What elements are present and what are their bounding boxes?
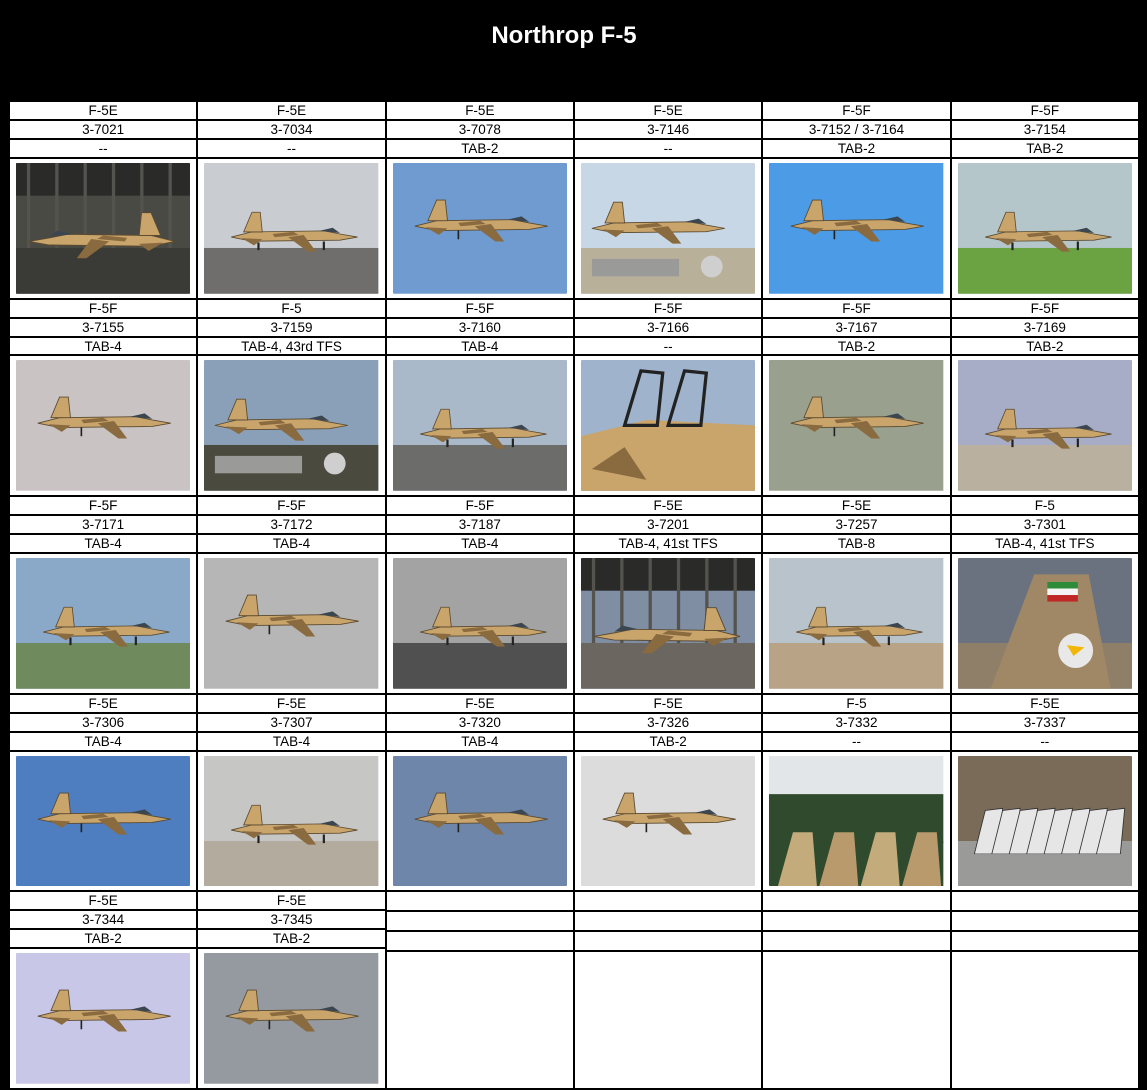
empty-photo-frame	[575, 952, 761, 1088]
aircraft-type: F-5E	[575, 102, 761, 119]
aircraft-unit: TAB-4	[10, 535, 196, 552]
aircraft-card	[575, 695, 761, 891]
empty-card	[952, 892, 1138, 1088]
photo-frame	[198, 356, 384, 495]
aircraft-serial: 3-7034	[198, 121, 384, 138]
photo-frame	[387, 356, 573, 495]
aircraft-card	[952, 102, 1138, 298]
aircraft-unit: TAB-4	[387, 535, 573, 552]
aircraft-type: F-5F	[763, 300, 949, 317]
aircraft-photo	[393, 558, 567, 689]
aircraft-unit: TAB-2	[763, 338, 949, 355]
photo-frame	[763, 356, 949, 495]
aircraft-photo	[204, 953, 378, 1084]
aircraft-serial: 3-7187	[387, 516, 573, 533]
aircraft-serial: 3-7152 / 3-7164	[763, 121, 949, 138]
aircraft-serial: 3-7345	[198, 911, 384, 928]
aircraft-card	[387, 497, 573, 693]
aircraft-serial: 3-7154	[952, 121, 1138, 138]
photo-frame	[763, 752, 949, 891]
aircraft-type: F-5E	[575, 497, 761, 514]
page-title: Northrop F-5	[491, 22, 637, 49]
photo-frame	[387, 752, 573, 891]
photo-frame	[952, 159, 1138, 298]
photo-frame	[575, 554, 761, 693]
aircraft-photo	[581, 558, 755, 689]
aircraft-card	[575, 102, 761, 298]
aircraft-serial: 3-7344	[10, 911, 196, 928]
aircraft-type: F-5E	[952, 695, 1138, 712]
aircraft-unit: --	[952, 733, 1138, 750]
aircraft-photo	[16, 558, 190, 689]
aircraft-photo	[393, 163, 567, 294]
aircraft-card	[10, 102, 196, 298]
aircraft-serial: 3-7301	[952, 516, 1138, 533]
empty-text-row	[763, 912, 949, 930]
photo-frame	[198, 159, 384, 298]
photo-frame	[763, 159, 949, 298]
aircraft-card	[575, 300, 761, 496]
aircraft-photo	[958, 360, 1132, 491]
aircraft-photo	[393, 360, 567, 491]
aircraft-card	[10, 695, 196, 891]
aircraft-type: F-5E	[198, 695, 384, 712]
aircraft-serial: 3-7167	[763, 319, 949, 336]
aircraft-serial: 3-7146	[575, 121, 761, 138]
aircraft-type: F-5F	[952, 300, 1138, 317]
aircraft-card	[763, 497, 949, 693]
aircraft-unit: TAB-4	[10, 338, 196, 355]
aircraft-type: F-5E	[575, 695, 761, 712]
aircraft-serial: 3-7155	[10, 319, 196, 336]
aircraft-card	[10, 300, 196, 496]
aircraft-card	[952, 695, 1138, 891]
photo-frame	[10, 356, 196, 495]
aircraft-card	[387, 695, 573, 891]
aircraft-unit: TAB-4	[10, 733, 196, 750]
aircraft-photo	[16, 756, 190, 887]
aircraft-unit: TAB-2	[575, 733, 761, 750]
aircraft-unit: TAB-8	[763, 535, 949, 552]
photo-frame	[952, 554, 1138, 693]
empty-text-row	[952, 892, 1138, 910]
aircraft-unit: TAB-4	[198, 733, 384, 750]
photo-frame	[952, 356, 1138, 495]
aircraft-unit: --	[575, 140, 761, 157]
aircraft-card	[10, 497, 196, 693]
aircraft-unit: --	[10, 140, 196, 157]
aircraft-card	[575, 497, 761, 693]
empty-text-row	[387, 912, 573, 930]
empty-card	[763, 892, 949, 1088]
aircraft-grid	[10, 102, 1138, 1088]
aircraft-card	[198, 695, 384, 891]
aircraft-type: F-5E	[387, 695, 573, 712]
photo-frame	[10, 159, 196, 298]
aircraft-type: F-5	[763, 695, 949, 712]
aircraft-card	[198, 300, 384, 496]
aircraft-type: F-5	[952, 497, 1138, 514]
aircraft-type: F-5E	[10, 102, 196, 119]
aircraft-type: F-5E	[198, 892, 384, 909]
aircraft-serial: 3-7326	[575, 714, 761, 731]
empty-text-row	[952, 912, 1138, 930]
aircraft-unit: TAB-2	[198, 930, 384, 947]
empty-text-row	[575, 912, 761, 930]
aircraft-serial: 3-7171	[10, 516, 196, 533]
aircraft-photo	[769, 163, 943, 294]
aircraft-type: F-5F	[10, 300, 196, 317]
photo-frame	[198, 752, 384, 891]
aircraft-unit: --	[198, 140, 384, 157]
aircraft-photo	[958, 756, 1132, 887]
aircraft-type: F-5E	[387, 102, 573, 119]
aircraft-photo	[204, 163, 378, 294]
aircraft-card	[387, 102, 573, 298]
aircraft-unit: TAB-4, 41st TFS	[575, 535, 761, 552]
aircraft-card	[952, 497, 1138, 693]
empty-photo-frame	[763, 952, 949, 1088]
aircraft-serial: 3-7257	[763, 516, 949, 533]
aircraft-unit: TAB-2	[952, 140, 1138, 157]
aircraft-unit: TAB-2	[10, 930, 196, 947]
empty-card	[575, 892, 761, 1088]
aircraft-card	[198, 497, 384, 693]
empty-text-row	[763, 892, 949, 910]
aircraft-serial: 3-7337	[952, 714, 1138, 731]
aircraft-unit: --	[763, 733, 949, 750]
aircraft-card	[10, 892, 196, 1088]
aircraft-unit: TAB-4	[198, 535, 384, 552]
aircraft-serial: 3-7166	[575, 319, 761, 336]
aircraft-photo	[581, 756, 755, 887]
aircraft-photo	[204, 558, 378, 689]
aircraft-card	[387, 300, 573, 496]
aircraft-photo	[769, 756, 943, 887]
photo-frame	[387, 159, 573, 298]
photo-frame	[952, 752, 1138, 891]
aircraft-card	[198, 892, 384, 1088]
photo-frame	[387, 554, 573, 693]
empty-card	[387, 892, 573, 1088]
aircraft-card	[763, 300, 949, 496]
photo-frame	[10, 752, 196, 891]
aircraft-type: F-5E	[198, 102, 384, 119]
photo-frame	[10, 554, 196, 693]
aircraft-photo	[769, 360, 943, 491]
photo-frame	[575, 752, 761, 891]
aircraft-photo	[16, 360, 190, 491]
aircraft-unit: --	[575, 338, 761, 355]
aircraft-unit: TAB-4	[387, 338, 573, 355]
aircraft-type: F-5F	[763, 102, 949, 119]
aircraft-serial: 3-7078	[387, 121, 573, 138]
aircraft-serial: 3-7201	[575, 516, 761, 533]
empty-photo-frame	[387, 952, 573, 1088]
empty-text-row	[575, 892, 761, 910]
photo-frame	[575, 159, 761, 298]
aircraft-photo	[581, 360, 755, 491]
aircraft-photo	[958, 163, 1132, 294]
empty-text-row	[387, 932, 573, 950]
aircraft-serial: 3-7021	[10, 121, 196, 138]
aircraft-card	[198, 102, 384, 298]
aircraft-card	[763, 102, 949, 298]
aircraft-serial: 3-7160	[387, 319, 573, 336]
aircraft-photo	[769, 558, 943, 689]
aircraft-serial: 3-7169	[952, 319, 1138, 336]
aircraft-type: F-5E	[763, 497, 949, 514]
aircraft-photo	[16, 163, 190, 294]
empty-text-row	[763, 932, 949, 950]
aircraft-type: F-5E	[10, 695, 196, 712]
aircraft-type: F-5	[198, 300, 384, 317]
aircraft-type: F-5F	[198, 497, 384, 514]
aircraft-type: F-5E	[10, 892, 196, 909]
aircraft-type: F-5F	[387, 497, 573, 514]
aircraft-serial: 3-7306	[10, 714, 196, 731]
aircraft-type: F-5F	[387, 300, 573, 317]
aircraft-serial: 3-7159	[198, 319, 384, 336]
aircraft-unit: TAB-4, 43rd TFS	[198, 338, 384, 355]
aircraft-unit: TAB-4	[387, 733, 573, 750]
aircraft-unit: TAB-2	[387, 140, 573, 157]
empty-text-row	[387, 892, 573, 910]
aircraft-card	[952, 300, 1138, 496]
aircraft-photo	[393, 756, 567, 887]
aircraft-type: F-5F	[952, 102, 1138, 119]
aircraft-card	[763, 695, 949, 891]
photo-frame	[198, 554, 384, 693]
aircraft-photo	[204, 756, 378, 887]
photo-frame	[575, 356, 761, 495]
aircraft-serial: 3-7320	[387, 714, 573, 731]
empty-text-row	[952, 932, 1138, 950]
aircraft-unit: TAB-2	[952, 338, 1138, 355]
empty-photo-frame	[952, 952, 1138, 1088]
photo-frame	[10, 949, 196, 1088]
aircraft-unit: TAB-4, 41st TFS	[952, 535, 1138, 552]
empty-text-row	[575, 932, 761, 950]
aircraft-serial: 3-7332	[763, 714, 949, 731]
aircraft-photo	[958, 558, 1132, 689]
aircraft-type: F-5F	[575, 300, 761, 317]
aircraft-photo	[204, 360, 378, 491]
aircraft-type: F-5F	[10, 497, 196, 514]
aircraft-photo	[16, 953, 190, 1084]
photo-frame	[763, 554, 949, 693]
aircraft-photo	[581, 163, 755, 294]
aircraft-unit: TAB-2	[763, 140, 949, 157]
aircraft-serial: 3-7172	[198, 516, 384, 533]
aircraft-serial: 3-7307	[198, 714, 384, 731]
photo-frame	[198, 949, 384, 1088]
